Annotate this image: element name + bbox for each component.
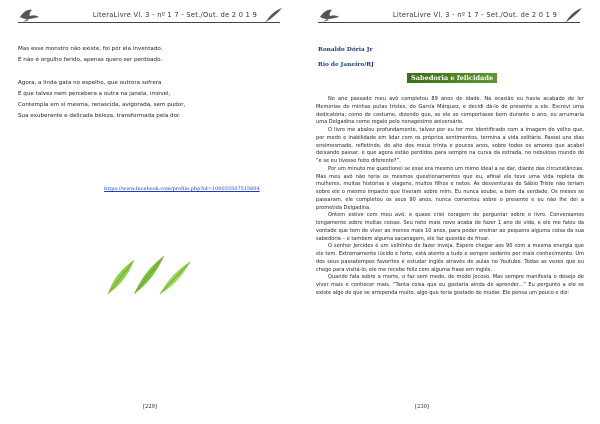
poem-line: Contempla em si mesma, renascida, avigorada, sem pudor,	[18, 102, 186, 109]
dove-icon	[18, 7, 40, 23]
page-header	[0, 6, 300, 24]
header-rule	[318, 22, 580, 23]
article-body	[316, 96, 584, 298]
leaves-ornament	[100, 250, 210, 296]
article-title: Sabedoria e felicidade	[407, 73, 497, 83]
paragraph: Ontem estive com meu avô, e quase criei coragem de perguntar sobre o livro. Conversamos longamente sobre muitas coisas. Seu neto mais novo acaba de fazer 1 ano de vida, e ele me falou da vontade que tem de viver ao menos mais 10 anos, para poder ensinar ao pequeno alguma coisa da sua sabedoria – e também alguma sacanagem, ele faz questão de frisar.	[316, 212, 584, 242]
header-title: LiteraLivre Vl. 3 - nº 1 7 - Set./Out. de 2 0 1 9	[92, 11, 258, 19]
feather-pen-icon	[262, 7, 284, 23]
header-title: LiteraLivre Vl. 3 - nº 1 7 - Set./Out. de 2 0 1 9	[392, 11, 558, 19]
paragraph: Por um minuto me questionei se esse era mesmo um mimo ideal a se dar, diante das circunstâncias. Mas meu avô não teria os mesmos questionamentos que eu, afinal ele teve uma vida repleta de mulheres, muitas histórias e viagens, muitos filhos e netos. As desventuras do Sábio Triste não teriam sobre ele o mesmo impacto que tiveram sobre mim. Eu nunca soube, a bem da verdade. Os meses se passaram, ele completou os seus 90 anos, nunca comentou sobre o presente e eu não lhe dei a prometida Delgadina.	[316, 165, 584, 211]
facebook-link[interactable]: https://www.facebook.com/profile.php?id=100035507515604	[104, 186, 260, 192]
header-rule	[18, 22, 280, 23]
poem-line: Agora, a linda gata no espelho, que outrora sofrera	[18, 79, 162, 86]
feather-pen-icon	[562, 7, 584, 23]
poem-line: E não é orgulho ferido, apenas quero ser perdoado.	[18, 57, 163, 64]
right-page	[300, 0, 600, 424]
page-header	[300, 6, 600, 24]
poem-line: E que talvez nem percebera a outra na janela, imóvel,	[18, 90, 171, 97]
paragraph: O senhor Jercides é um velhinho de fazer inveja. Espero chegar aos 90 com a mesma energia que ele tem. Extremamente lúcido e forte, está atento a tudo e sempre sedento por mais conhecimento. Um dos seus passatempos favoritos é estudar inglês através de aulas no Youtube. Todas as vezes que eu chego para visitá-lo, ele me recebe feliz com alguma frase em inglês.	[316, 243, 584, 273]
page-number: [229]	[143, 404, 157, 410]
author-place: Rio de Janeiro/RJ	[318, 62, 374, 68]
poem-line: Sua exuberante e delicada beleza, transformada pela dor.	[18, 113, 181, 120]
paragraph: O livro me abalou profundamente, talvez por eu ter me identificado com a imagem do velho que, por medo e inabilidade em lidar com os próprios sentimentos, termina a vida solitário. Passei uns dias ensimesmado, refletindo, do alto dos meus trinta e poucos anos, sobre todos os amores que acabei deixando passar, e que agora estão perdidos para sempre na curva da estrada, no nebuloso mundo do “e se eu tivesse feito diferente?”.	[316, 127, 584, 164]
dove-icon	[318, 7, 340, 23]
poem-text	[18, 44, 283, 123]
poem-line: Mas esse monstro não existe, foi por ela inventado.	[18, 46, 163, 52]
author-name: Ronaldo Dória Jr	[318, 47, 373, 53]
paragraph: Quando fala sobre a morte, o faz sem medo, de modo jocoso. Mas sempre manifesta o desejo de viver mais e conhecer mais. “Tanta coisa que eu gostaria ainda de aprender...” Eu pergunto a ele se existe algo de que se arrependa muito, algo que teria gostado de mudar. Ele pensa um pouco e diz:	[316, 274, 584, 296]
page-number: [230]	[415, 404, 429, 410]
paragraph: No ano passado meu avô completou 89 anos de idade. Na ocasião eu havia acabado de ler Memórias de minhas putas tristes, do García Márquez, e decidi dá-lo de presente a ele. Escrevi uma dedicatória, como de costume, dizendo que, se ele se comportasse bem durante o ano, eu arrumaria uma Delgadina como regalo pelo nonagésimo aniversário.	[316, 96, 584, 126]
